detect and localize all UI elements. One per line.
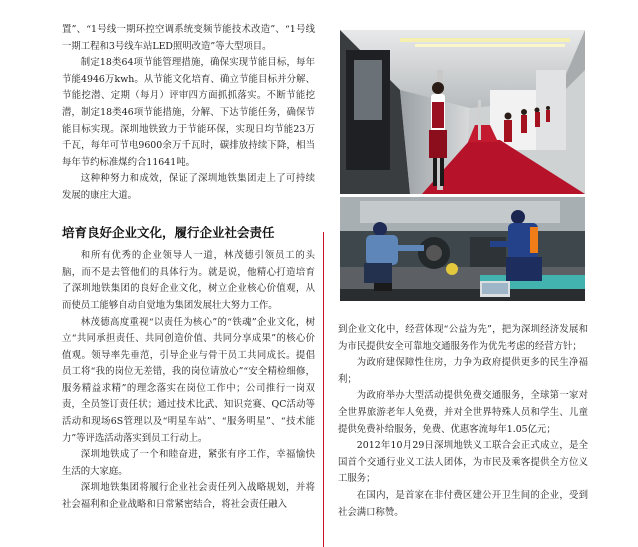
paragraph: 2012年10月29日深圳地铁义工联合会正式成立，是全国首个交通行业义工法人团体，为市民及乘客提供全方位义工服务； <box>338 440 588 485</box>
paragraph: 这种种努力和成效，保证了深圳地铁集团走上了可持续发展的康庄大道。 <box>62 173 315 201</box>
paragraph: 深圳地铁成了一个和睦奋进，紧张有序工作，幸福愉快生活的大家庭。 <box>62 449 315 477</box>
engineers-inspecting-train-photo <box>340 197 585 301</box>
paragraph: 到企业文化中，经营体现“公益为先”，把为深圳经济发展和为市民提供安全可靠地交通服务作为优先考虑的经营方针； <box>338 324 588 352</box>
metro-train-platform-photo <box>340 30 585 194</box>
column-divider <box>323 232 324 547</box>
paragraph: 和所有优秀的企业领导人一道，林茂德引领员工的头脑，而不是去管他们的具体行为。就是说，他精心打造培育了深圳地铁集团的良好企业文化，树立企业核心价值观，从而使员工能够自动自觉地为集团发展壮大努力工作。 <box>62 250 315 311</box>
left-column <box>62 22 315 514</box>
section-heading: 培育良好企业文化，履行企业社会责任 <box>62 224 275 240</box>
paragraph: 林茂德高度重视“以责任为核心”的“铁魂”企业文化，树立“共同承担责任、共同创造价值、共同分享成果”的核心价值观。领导率先垂范，引导企业与骨干员工共同成长。提倡员工将“我的岗位无差错，我的岗位请放心”“安全精检细修，服务精益求精”的理念落实在岗位工作中；公司推行一岗双责，全员签订责任状；通过技术比武、知识竞赛、QC活动等活动和现场6S管理以及“明星车站”、“服务明星”、“技术能力”等评选活动落实到员工行动上。 <box>62 316 315 444</box>
paragraph: 在国内，是首家在非付费区建公开卫生间的企业，受到社会满口称赞。 <box>338 489 588 518</box>
paragraph: 为政府建保障性住房，力争为政府提供更多的民生净福利； <box>338 357 588 385</box>
paragraph: 为政府举办大型活动提供免费交通服务，全球第一家对全世界旅游老年人免费，并对全世界特殊人员和学生、儿童提供免费补给服务，免费、优惠客流每年1.05亿元； <box>338 390 588 435</box>
paragraph: 制定18类64项节能管理措施，确保实现节能目标，每年节能4946万kwh。从节能文化培育、确立节能目标并分解、节能挖潜、定期（每月）评审四方面抓抓落实。不断节能挖潜，制定18类46项节能措施，分解、下达节能任务，确保节能目标实现。深圳地铁致力于节能环保，实现日均节能23万千瓦，每年可节电9600余万千瓦时，碳排放持续下降，相当每年节约标准煤约合11641吨。 <box>62 57 315 168</box>
paragraph: 置”、“1号线一期环控空调系统变频节能技术改造”、“1号线一期工程和3号线车站LED照明改造”等大型项目。 <box>62 24 315 52</box>
right-column <box>338 322 588 521</box>
paragraph: 深圳地铁集团将履行企业社会责任列入战略规划，并将社会福利和企业战略和日常紧密结合，将社会责任融入 <box>62 482 315 511</box>
